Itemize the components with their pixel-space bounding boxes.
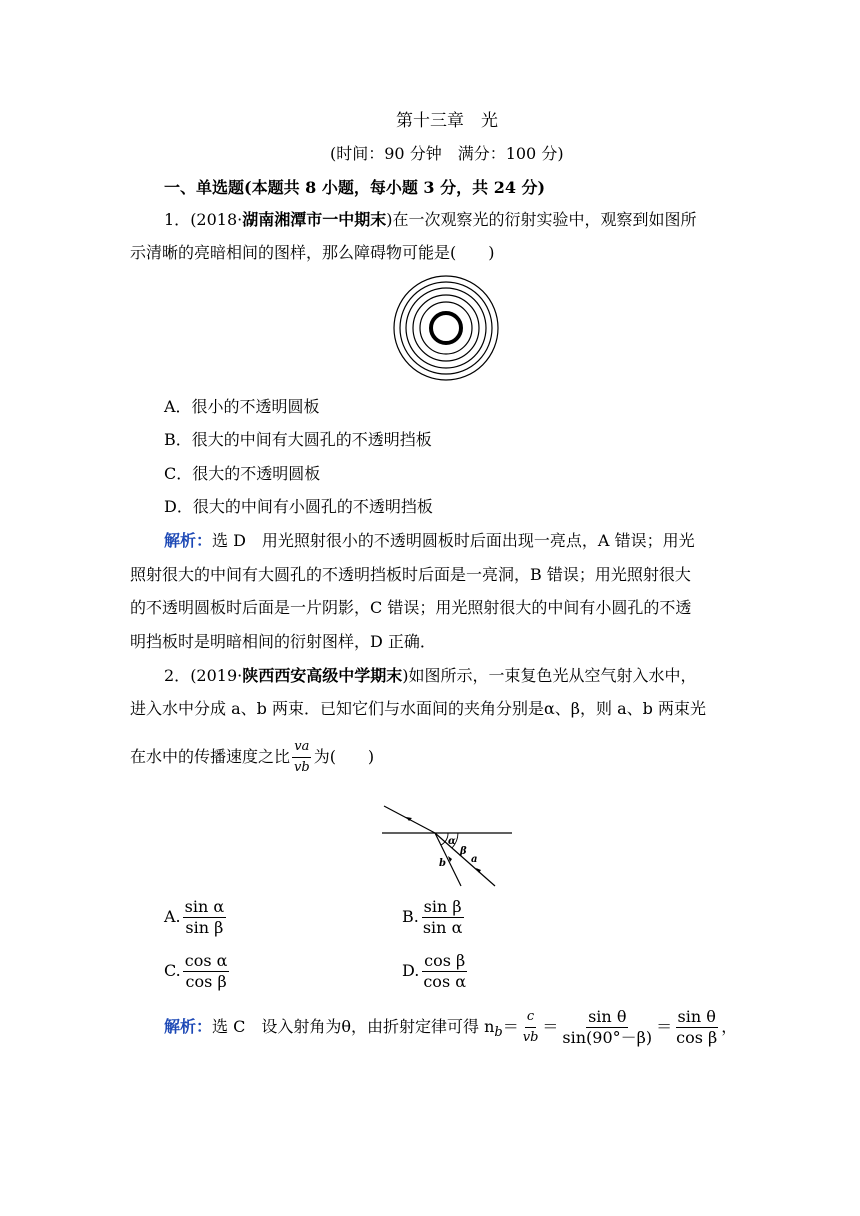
q1-option-a: A．很小的不透明圆板 <box>164 397 320 416</box>
q2-text-2: 进入水中分成 a、b 两束．已知它们与水面间的夹角分别是α、β，则 a、b 两束光 <box>130 699 706 718</box>
q2-analysis-fraction-3 <box>674 1008 719 1047</box>
q2-option-c-den: cos β <box>185 972 227 991</box>
q2-analysis-fraction-2 <box>560 1008 654 1047</box>
q1-source-open: (2018· <box>190 210 243 229</box>
q2-option-c-fraction <box>183 952 230 991</box>
q1-option-d: D．很大的中间有小圆孔的不透明挡板 <box>164 497 433 516</box>
q1-option-b: B．很大的中间有大圆孔的不透明挡板 <box>164 430 432 449</box>
q2-f2-num: sin θ <box>588 1007 627 1026</box>
q1-source-close: ) <box>386 210 393 229</box>
q1-source: 湖南湘潭市一中期末 <box>242 210 387 229</box>
q2-eq-1: ＝ <box>502 1017 519 1036</box>
q1-option-c: C．很大的不透明圆板 <box>164 464 321 483</box>
q2-analysis-fraction-1 <box>521 1008 541 1047</box>
q2-option-d-den: cos α <box>423 972 467 991</box>
q2-option-c <box>164 952 231 991</box>
q1-analysis-text-1: 选 D 用光照射很小的不透明圆板时后面出现一亮点，A 错误；用光 <box>212 531 695 550</box>
q2-option-a-letter: A. <box>164 907 181 926</box>
diffraction-rings-figure <box>391 273 501 383</box>
q2-option-b-fraction <box>421 898 465 937</box>
q1-number: 1． <box>164 210 191 229</box>
q2-source-open: (2019· <box>190 666 243 685</box>
q2-ratio-numerator: va <box>292 738 311 758</box>
q2-option-c-num: cos α <box>184 951 228 970</box>
q2-option-b-den: sin α <box>422 918 463 937</box>
exam-meta: (时间：90 分钟 满分：100 分) <box>330 144 564 163</box>
figure-b-label: b <box>439 858 446 869</box>
q1-line-1 <box>164 210 764 230</box>
q2-line-1 <box>164 666 764 686</box>
figure-beta-label: β <box>460 846 467 857</box>
q2-text-3-pre: 在水中的传播速度之比 <box>130 747 291 766</box>
q2-analysis-label: 解析： <box>164 1017 213 1036</box>
q2-velocity-ratio <box>292 738 312 777</box>
q2-f3-num: sin θ <box>677 1007 716 1026</box>
q1-analysis-label: 解析： <box>164 531 213 550</box>
refraction-figure <box>378 802 518 888</box>
q2-f1-den: vb <box>522 1030 539 1045</box>
q2-analysis-sub: b <box>494 1025 503 1041</box>
q2-option-a-num: sin α <box>184 897 225 916</box>
q2-option-d-num: cos β <box>424 951 466 970</box>
chapter-title: 第十三章 光 <box>396 111 498 131</box>
figure-alpha-label: α <box>448 836 456 847</box>
q1-analysis-line-1 <box>164 531 764 551</box>
figure-a-label: a <box>471 854 478 865</box>
q2-eq-3: ＝ <box>656 1017 673 1036</box>
section-heading: 一、单选题(本题共 8 小题，每小题 3 分，共 24 分) <box>164 178 546 197</box>
q2-option-b-letter: B. <box>402 907 419 926</box>
q2-option-d-letter: D. <box>402 961 420 980</box>
q2-option-b <box>402 898 466 937</box>
q2-source: 陕西西安高级中学期末 <box>242 666 403 685</box>
q2-source-close: ) <box>402 666 409 685</box>
q1-analysis-line-2: 照射很大的中间有大圆孔的不透明挡板时后面是一亮洞，B 错误；用光照射很大 <box>130 565 691 584</box>
q2-text-3-post: 为( ) <box>313 747 375 766</box>
q1-text-2: 示清晰的亮暗相间的图样，那么障碍物可能是( ) <box>130 243 495 262</box>
q2-eq-2: ＝ <box>542 1017 559 1036</box>
q2-f3-den: cos β <box>676 1028 718 1047</box>
q2-number: 2． <box>164 666 191 685</box>
q2-option-d-fraction <box>421 952 468 991</box>
q1-analysis-line-4: 明挡板时是明暗相间的衍射图样，D 正确． <box>130 632 436 651</box>
q2-f1-num: c <box>525 1008 536 1028</box>
q1-text-1: 在一次观察光的衍射实验中，观察到如图所 <box>392 210 697 229</box>
q2-text-1: 如图所示，一束复色光从空气射入水中， <box>408 666 697 685</box>
q2-option-a-den: sin β <box>185 918 224 937</box>
q2-analysis <box>164 1008 737 1047</box>
q2-line-3 <box>130 738 730 777</box>
q2-option-c-letter: C. <box>164 961 181 980</box>
q2-option-a-fraction <box>183 898 227 937</box>
q2-f2-den: sin(90°－β) <box>562 1028 653 1047</box>
q1-analysis-line-3: 的不透明圆板时后面是一片阴影，C 错误；用光照射很大的中间有小圆孔的不透 <box>130 598 692 617</box>
q2-analysis-text: 选 C 设入射角为θ，由折射定律可得 n <box>212 1017 495 1036</box>
q2-option-b-num: sin β <box>423 897 462 916</box>
q2-analysis-tail: ， <box>721 1017 738 1036</box>
q2-ratio-denominator: vb <box>294 760 310 775</box>
q2-option-d <box>402 952 470 991</box>
q2-option-a <box>164 898 228 937</box>
